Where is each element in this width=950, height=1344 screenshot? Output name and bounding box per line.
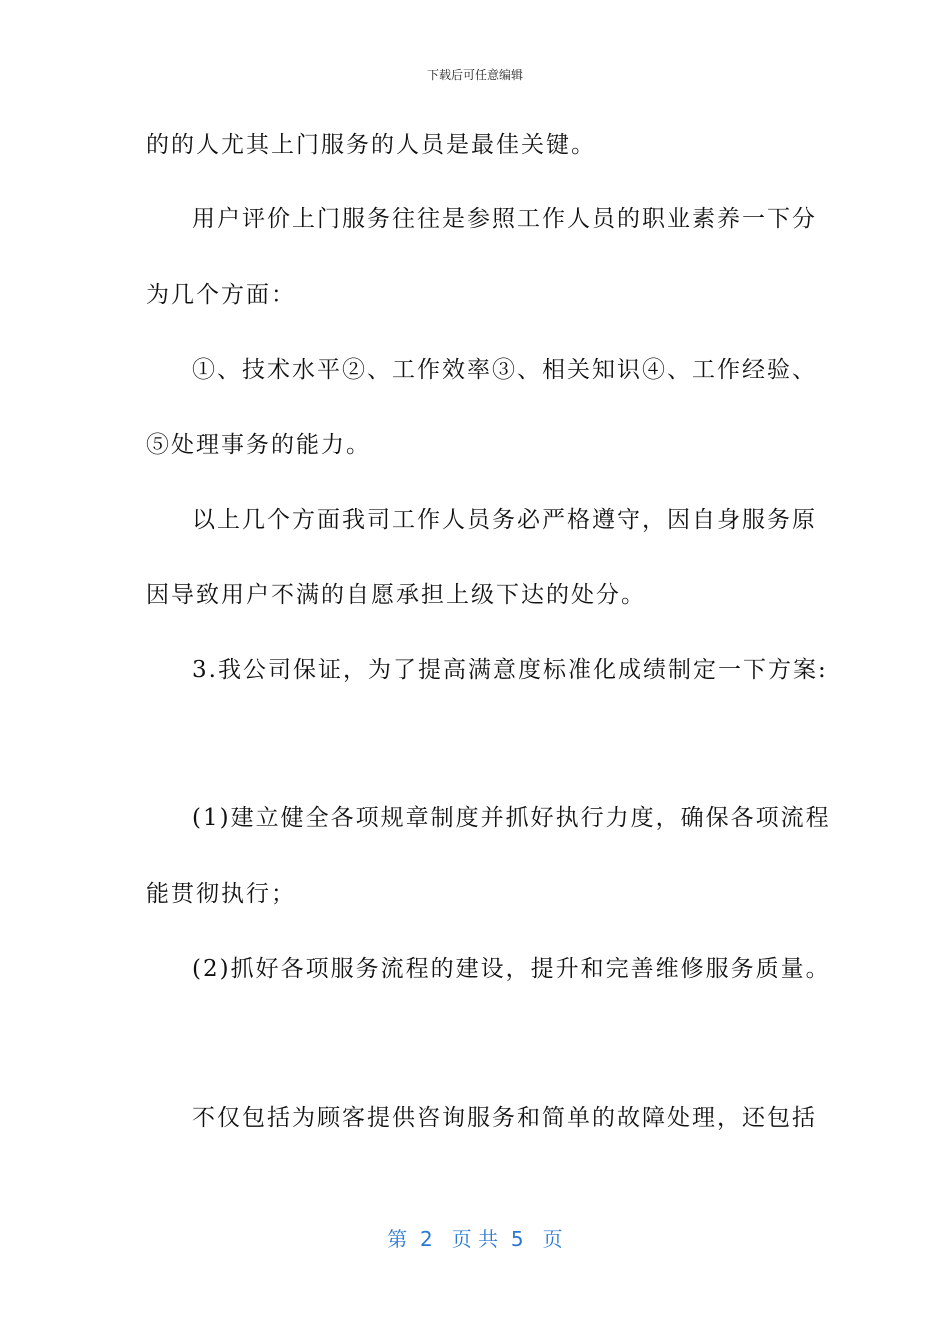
body-line-6: 以上几个方面我司工作人员务必严格遵守，因自身服务原 bbox=[192, 507, 817, 533]
body-line-12: 不仅包括为顾客提供咨询服务和简单的故障处理，还包括 bbox=[192, 1105, 817, 1131]
body-line-7: 因导致用户不满的自愿承担上级下达的处分。 bbox=[146, 582, 646, 608]
body-line-5: ⑤处理事务的能力。 bbox=[146, 432, 371, 458]
body-line-1: 的的人尤其上门服务的人员是最佳关键。 bbox=[146, 132, 596, 158]
body-line-2: 用户评价上门服务往往是参照工作人员的职业素养一下分 bbox=[192, 206, 817, 232]
body-line-8: 3.我公司保证，为了提高满意度标准化成绩制定一下方案: bbox=[192, 657, 828, 683]
body-line-11: (2)抓好各项服务流程的建设，提升和完善维修服务质量。 bbox=[192, 956, 831, 982]
body-line-4: ①、技术水平②、工作效率③、相关知识④、工作经验、 bbox=[192, 357, 817, 383]
body-line-3: 为几个方面： bbox=[146, 282, 296, 308]
page-footer-page-number: 第 2 页 共 5 页 bbox=[387, 1227, 563, 1251]
body-line-10: 能贯彻执行； bbox=[146, 881, 296, 907]
body-line-9: (1)建立健全各项规章制度并抓好执行力度，确保各项流程 bbox=[192, 805, 831, 831]
page-header: 下载后可任意编辑 bbox=[426, 68, 523, 82]
